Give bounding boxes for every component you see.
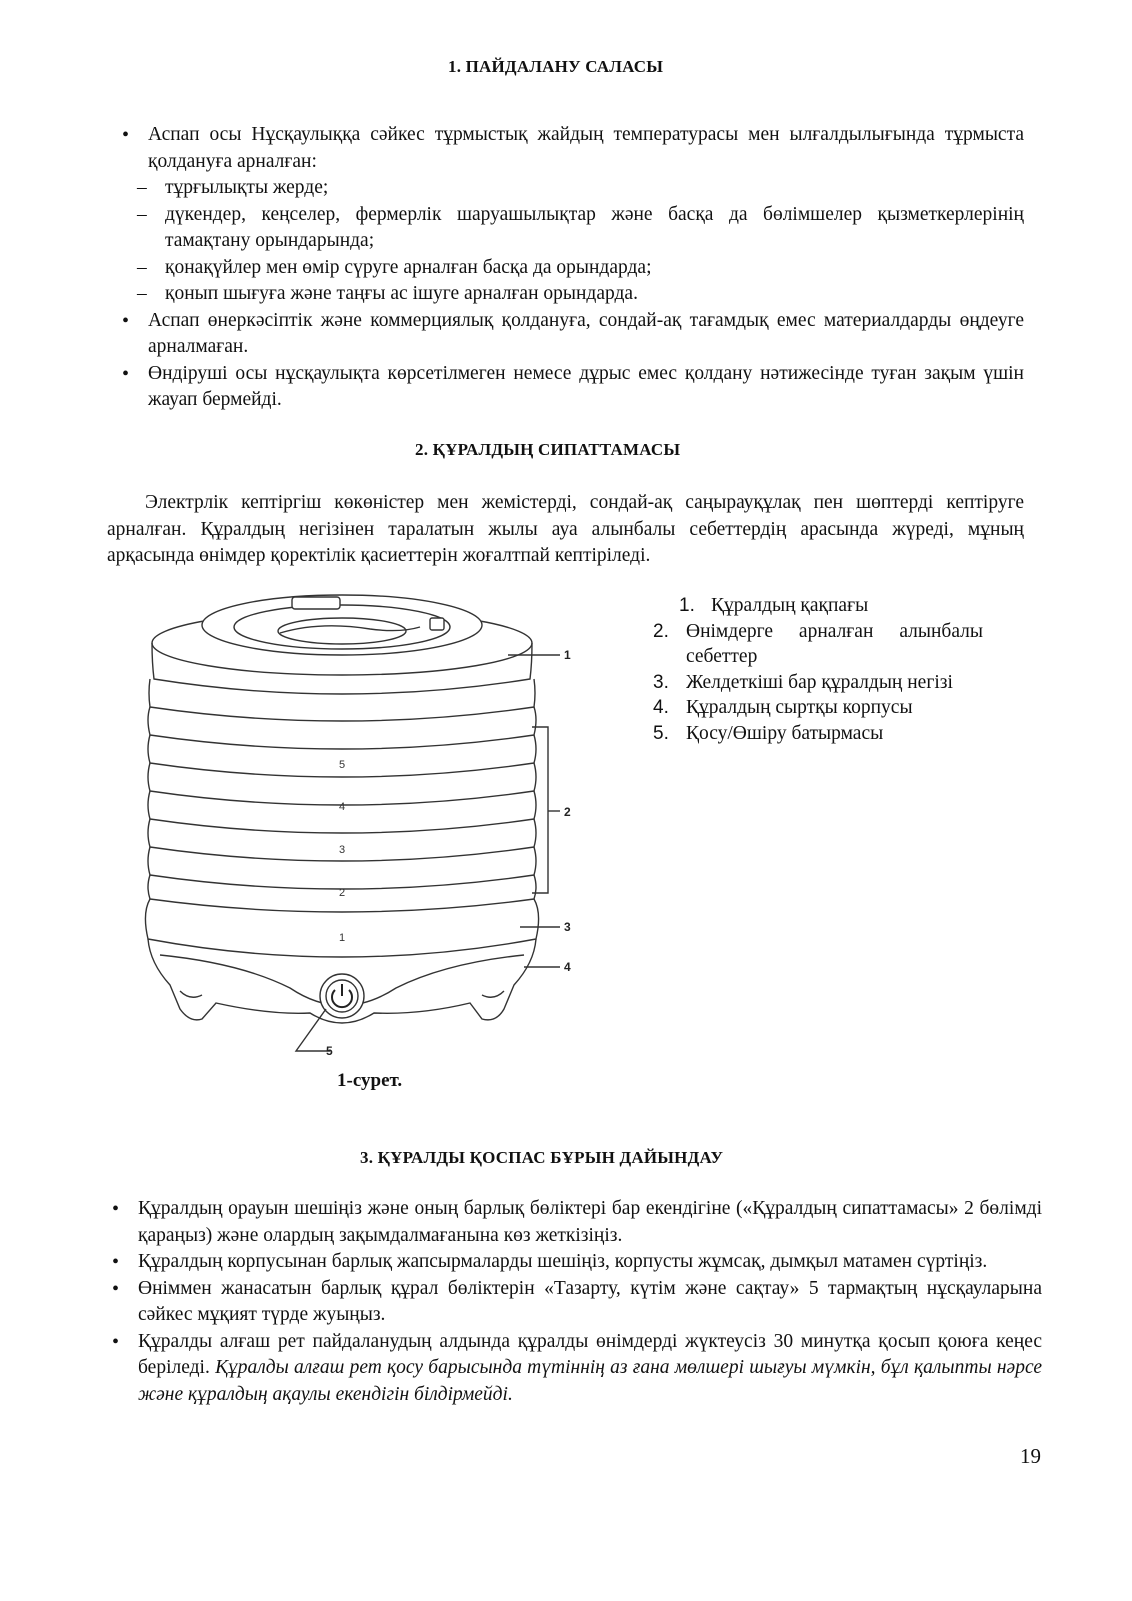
legend-item [653,721,983,747]
bullet-text: Құралды алғаш рет пайдаланудың алдында құралды өнімдерді жүктеусіз 30 минутқа қосып қоюға кеңес беріледі. [138,1330,1042,1378]
legend-text: Құралдың қақпағы [711,595,869,616]
legend-text: Қосу/Өшіру батырмасы [686,722,884,744]
dash-item: – дүкендер, кеңселер, фермерлік шаруашылықтар және басқа да бөлімшелер қызметкерлерінің тамақтану орындарында; [135,202,1024,255]
legend-number: 3. [653,671,669,693]
page-number: 19 [1020,1444,1041,1468]
dehydrator-figure [120,583,610,1073]
list-item: • Аспап өнеркәсіптік және коммерциялық қолдануға, сондай-ақ тағамдық емес материалдарды өңдеуге арналмаған. [118,308,1024,361]
figure-caption: 1-сурет. [337,1070,403,1091]
legend-number: 1. [679,595,695,616]
legend-text: Өнімдерге арналған алынбалы себеттер [686,620,983,667]
dash-item: – қонып шығуға және таңғы ас ішуге арналған орындарда. [135,281,1024,308]
figure-legend [653,593,983,746]
legend-text: Желдеткіші бар құралдың негізі [686,671,953,693]
bullet-text: Аспап осы Нұсқаулыққа сәйкес тұрмыстық жайдың температурасы мен ылғалдылығында тұрмыста қолдануға арналған: [148,124,1024,172]
list-item [118,122,1024,308]
section-1-heading: 1. ПАЙДАЛАНУ САЛАСЫ [448,57,664,76]
callout-4: 4 [564,960,571,974]
list-item: • Өндіруші осы нұсқаулықта көрсетілмеген немесе дұрыс емес қолдану нәтижесінде туған зақым үшін жауап бермейді. [118,361,1024,414]
legend-number: 5. [653,722,669,744]
tray-number: 2 [338,887,346,899]
section-2-paragraph: Электрлік кептіргіш көкөністер мен жемістерді, сондай-ақ саңырауқұлақ пен шөптерді кептіруге арналған. Құралдың негізінен таралатын жылы ауа алынбалы себеттердің арасында жүреді, мұның арқасында өнімдер қоректілік қасиеттерін жоғалтпай кептіріледі. [107,492,1024,566]
legend-item [653,670,983,696]
legend-number: 4. [653,697,669,718]
list-item: • Құралдың корпусынан барлық жапсырмаларды шешіңіз, корпусты жұмсақ, дымқыл матамен сүртіңіз. [108,1249,1042,1276]
callout-5: 5 [326,1044,333,1058]
section-1-list [118,122,1024,414]
bullet-italic-text: Құралды алғаш рет қосу барысында түтіннің аз ғана мөлшері шығуы мүмкін, бұл қалыпты нәрсе және құралдың ақаулы екендігін білдірмейді. [138,1357,1042,1405]
legend-item [653,695,983,721]
dash-item: – тұрғылықты жерде; [135,175,1024,202]
callout-3: 3 [564,920,571,934]
tray-number: 3 [338,844,346,856]
section-3-list [108,1196,1042,1408]
callout-2: 2 [564,805,571,819]
list-item: • Өніммен жанасатын барлық құрал бөліктерін «Тазарту, күтім және сақтау» 5 тармақтың нұсқауларына сәйкес мұқият түрде жуыңыз. [108,1276,1042,1329]
tray-number: 1 [338,932,346,944]
legend-item [653,619,983,670]
section-3-heading: 3. ҚҰРАЛДЫ ҚОСПАС БҰРЫН ДАЙЫНДАУ [360,1148,724,1167]
dehydrator-illustration [120,583,610,1073]
list-item: • Құралдың орауын шешіңіз және оның барлық бөліктері бар екендігіне («Құралдың сипаттамасы» 2 бөлімді қараңыз) және олардың зақымдалмағанына көз жеткізіңіз. [108,1196,1042,1249]
callout-1: 1 [564,648,571,662]
legend-number: 2. [653,620,669,642]
tray-number: 4 [338,801,346,813]
list-item [108,1329,1042,1409]
legend-item [653,593,983,619]
dash-item: – қонақүйлер мен өмір сүруге арналған басқа да орындарда; [135,255,1024,282]
tray-number: 5 [338,759,346,771]
legend-text: Құралдың сыртқы корпусы [686,697,913,718]
section-2-heading: 2. ҚҰРАЛДЫҢ СИПАТТАМАСЫ [415,440,681,459]
